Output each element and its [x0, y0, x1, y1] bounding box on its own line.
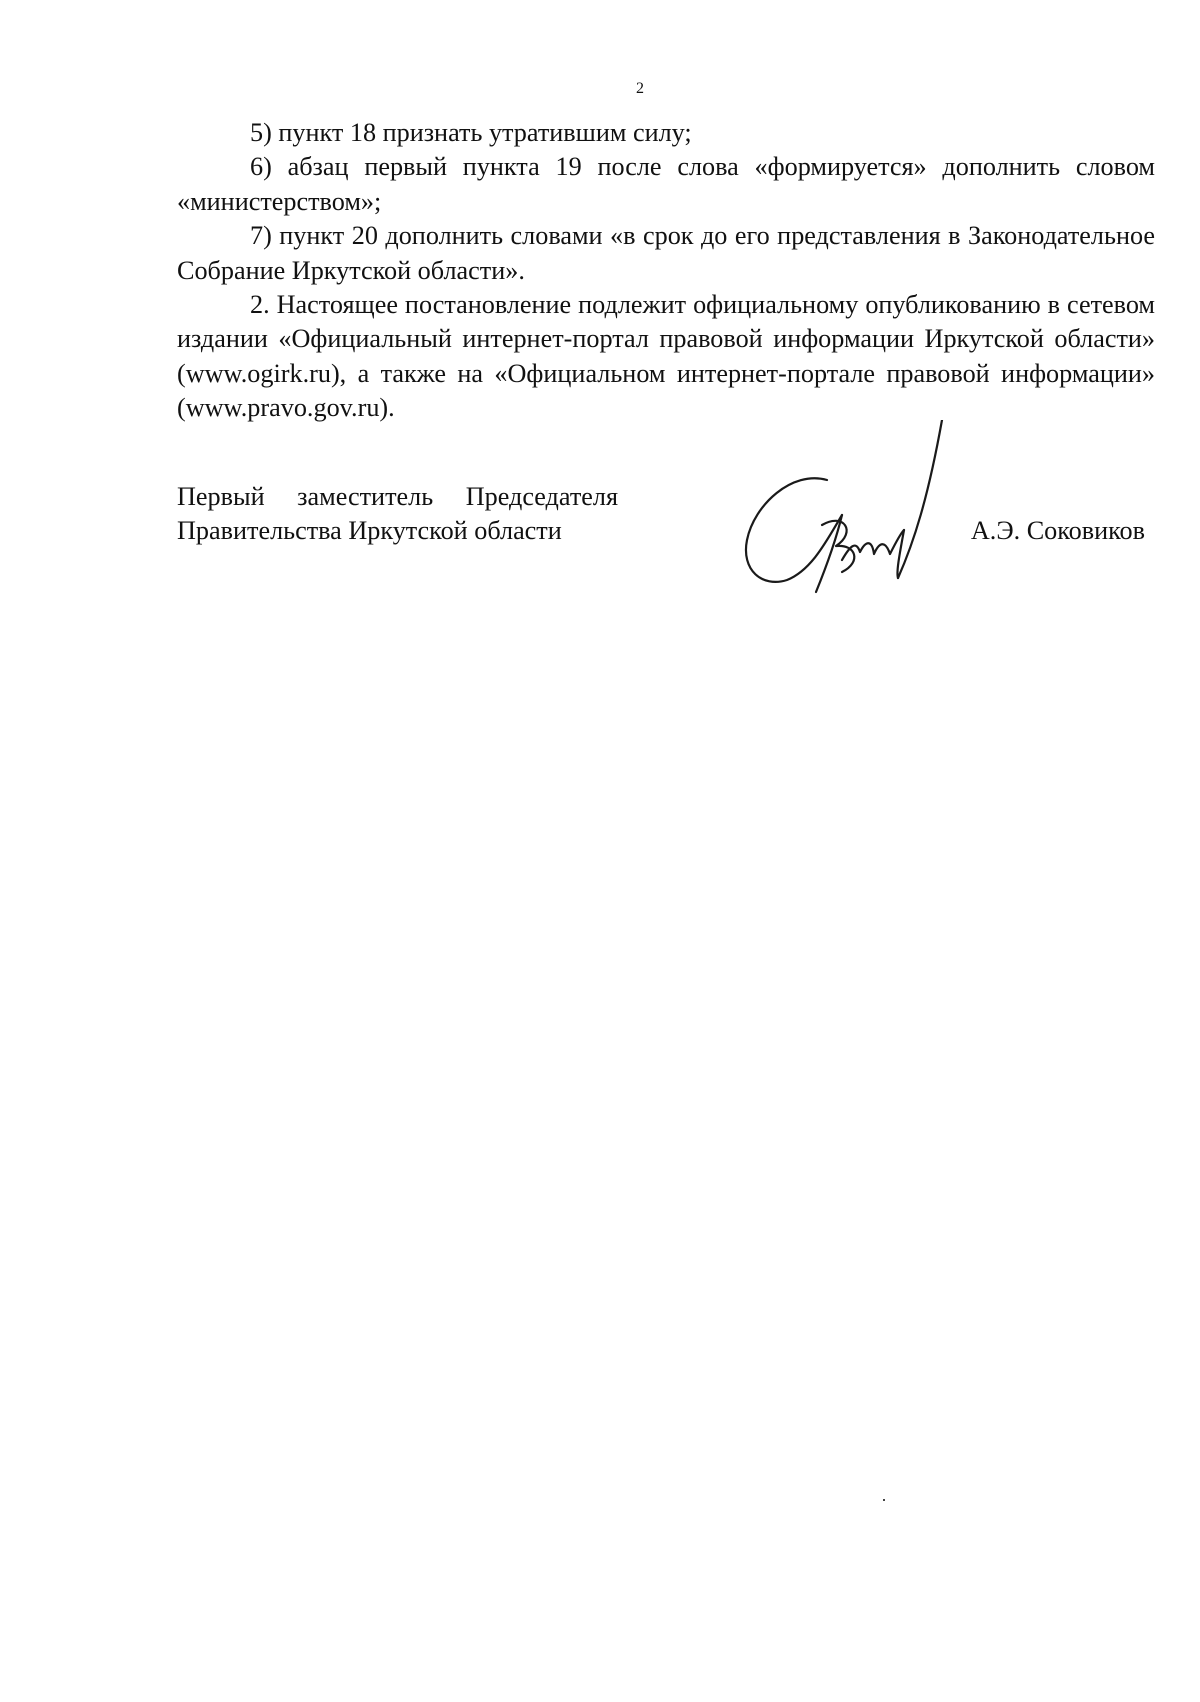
signer-title-line2: Правительства Иркутской области [177, 516, 562, 546]
signer-name: А.Э. Соковиков [970, 516, 1145, 545]
signer-title-word: Председателя [465, 482, 618, 511]
signer-title-word: Первый [177, 482, 265, 511]
page-number: 2 [636, 80, 644, 97]
scan-speck [883, 1499, 885, 1501]
document-body [177, 116, 1155, 426]
paragraph-item-6: 6) абзац первый пункта 19 после слова «формируется» дополнить словом «министерством»; [177, 152, 1155, 216]
paragraph-item-7: 7) пункт 20 дополнить словами «в срок до его представления в Законодательное Собрание Иркутской области». [177, 221, 1155, 285]
signer-title-word: заместитель [297, 482, 434, 511]
signer-title [177, 480, 647, 549]
paragraph-publication: 2. Настоящее постановление подлежит официальному опубликованию в сетевом издании «Официальный интернет-портал правовой информации Иркутской области» (www.ogirk.ru), а также на «Официальном интернет-портале правовой информации» (www.pravo.gov.ru). [177, 290, 1155, 423]
paragraph-item-5: 5) пункт 18 признать утратившим силу; [250, 118, 692, 147]
handwritten-signature [732, 420, 962, 600]
signer-title-line1 [177, 480, 618, 514]
signature-block [177, 480, 1155, 600]
